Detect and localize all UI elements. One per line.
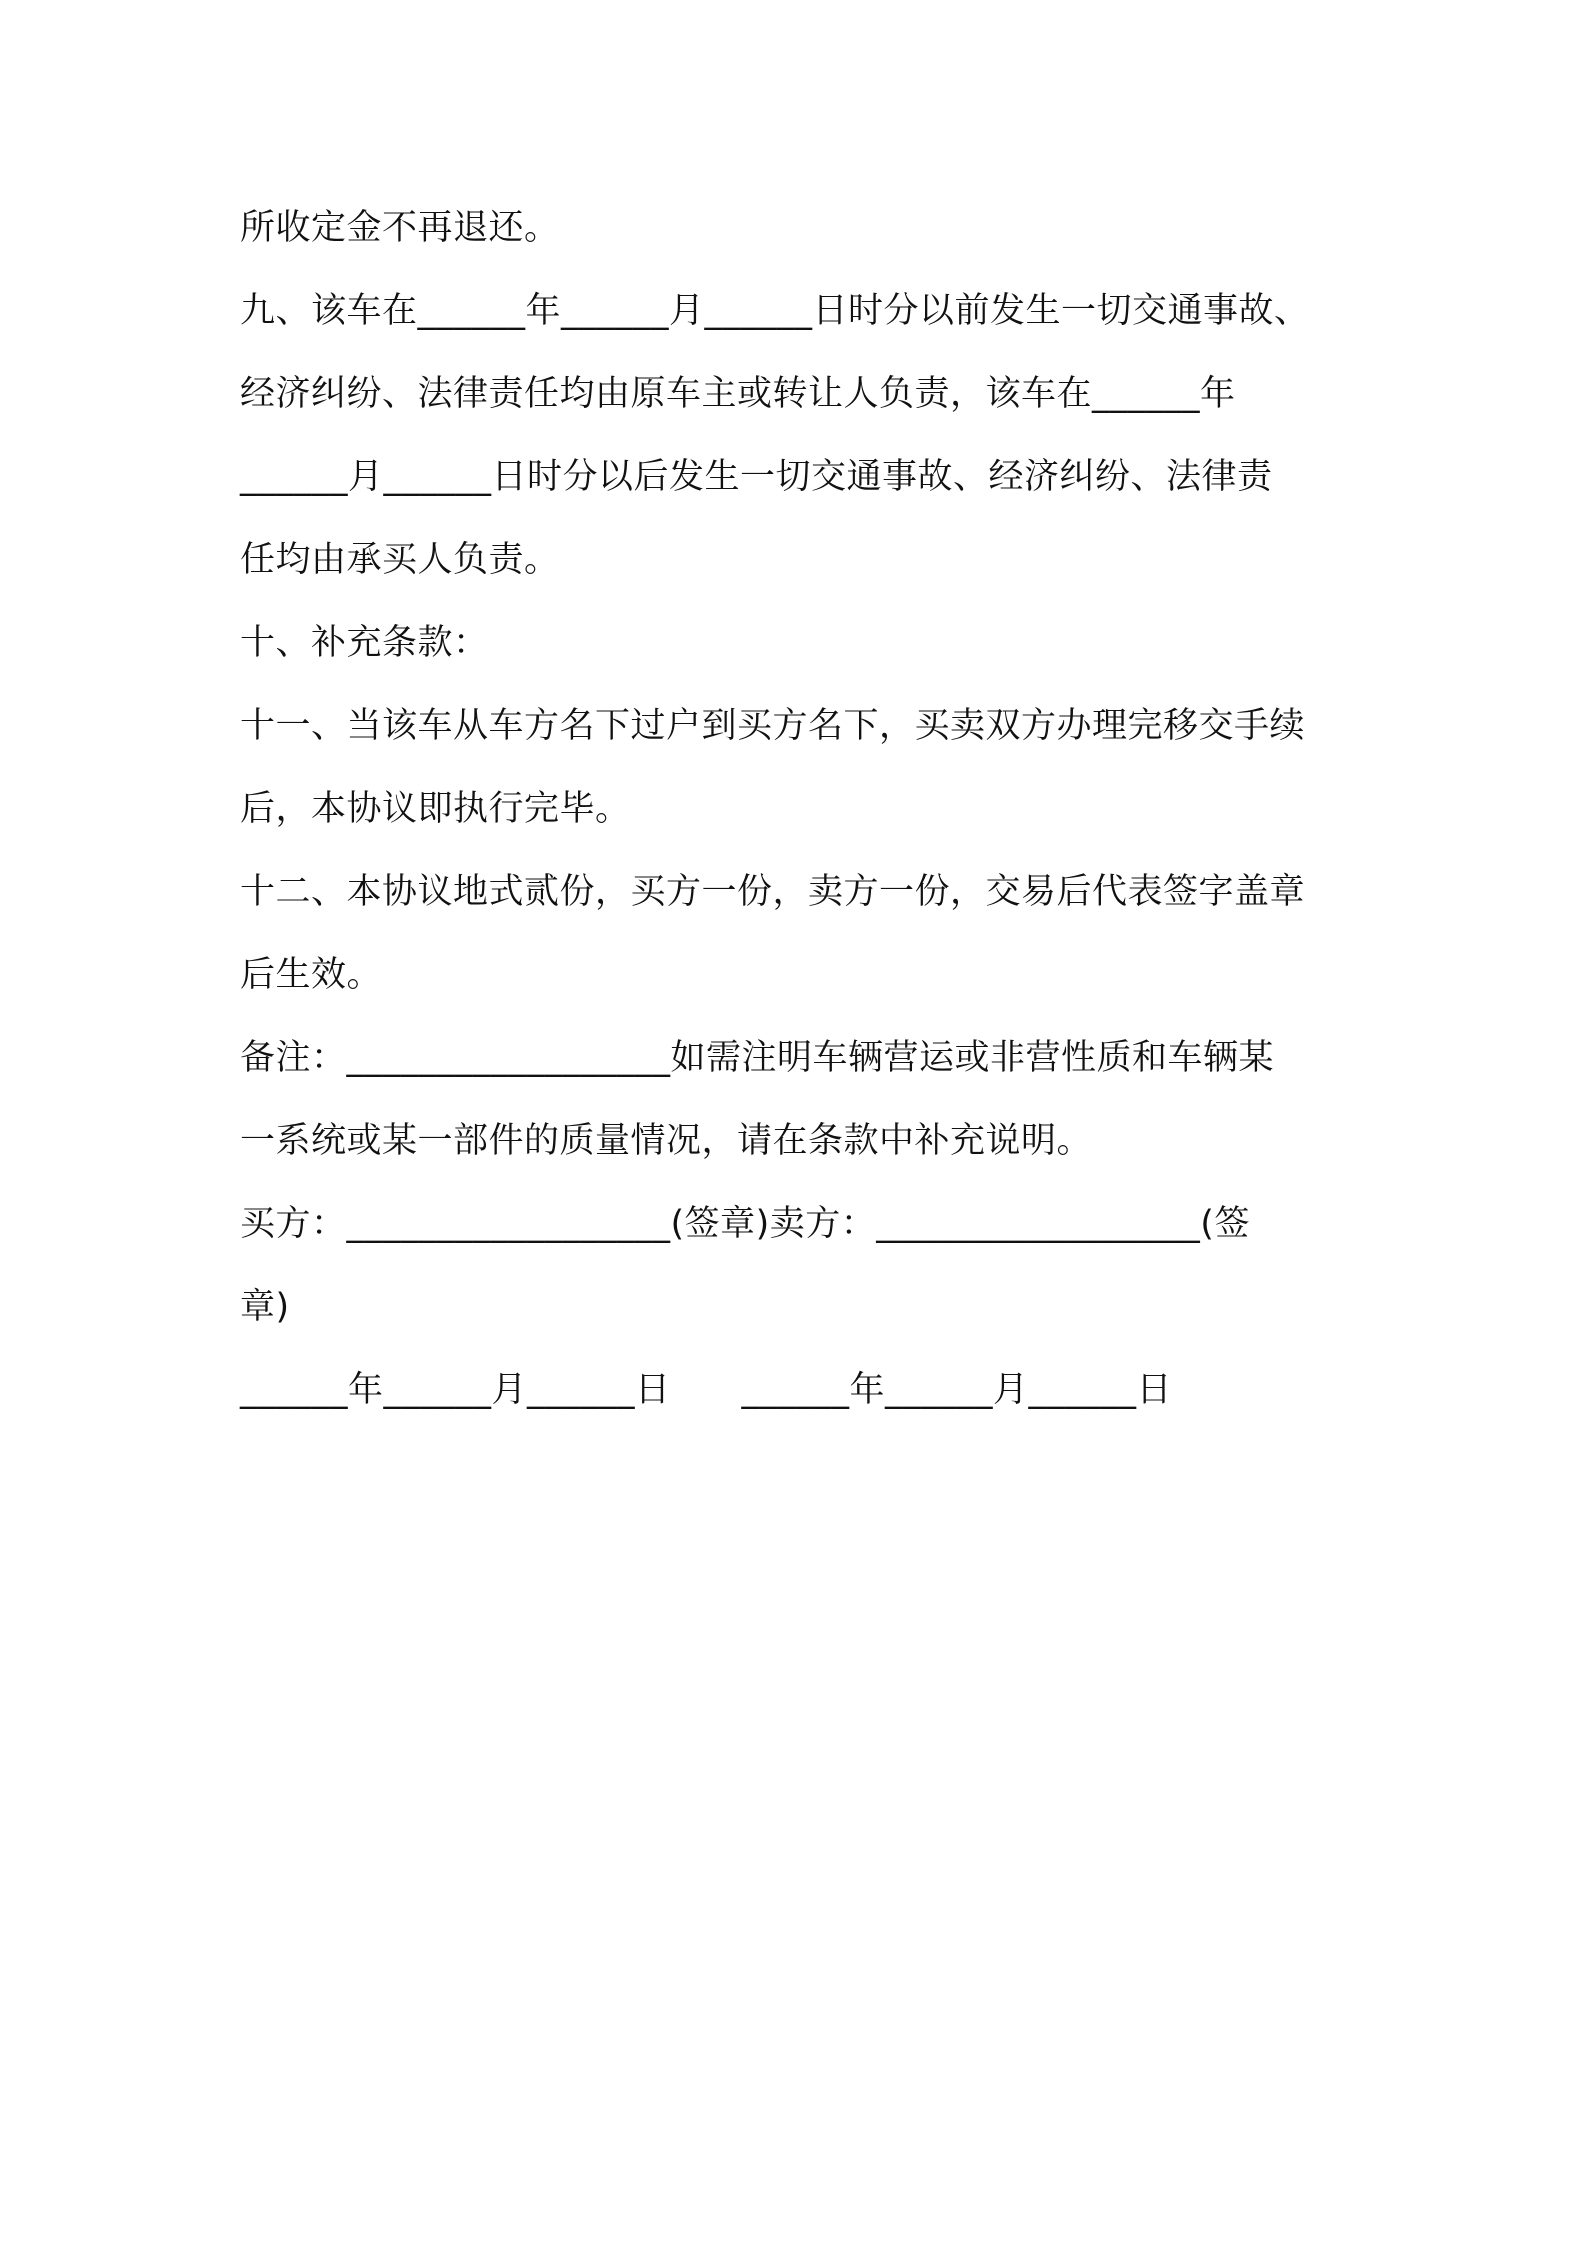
clause-9-line-3: ______月______日时分以后发生一切交通事故、经济纠纷、法律责 (240, 457, 1273, 497)
clause-11-line-1: 十一、当该车从车方名下过户到买方名下，买卖双方办理完移交手续 (240, 706, 1306, 746)
signature-line-2: 章) (240, 1287, 290, 1327)
date-line: ______年______月______日 ______年______月______日 (240, 1370, 1173, 1410)
text-line-deposit-note: 所收定金不再退还。 (240, 208, 560, 248)
clause-11-line-2: 后，本协议即执行完毕。 (240, 789, 631, 829)
clause-9-line-4: 任均由承买人负责。 (240, 540, 560, 580)
clause-12-line-1: 十二、本协议地式贰份，买方一份，卖方一份，交易后代表签字盖章 (240, 872, 1306, 912)
remarks-line-1: 备注：__________________如需注明车辆营运或非营性质和车辆某 (240, 1038, 1275, 1078)
signature-line-1: 买方：__________________(签章)卖方：__________________(签 (240, 1204, 1250, 1244)
clause-10-supplementary: 十、补充条款： (240, 623, 489, 663)
clause-9-line-2: 经济纠纷、法律责任均由原车主或转让人负责，该车在______年 (240, 374, 1236, 414)
clause-9-line-1: 九、该车在______年______月______日时分以前发生一切交通事故、 (240, 291, 1310, 331)
clause-12-line-2: 后生效。 (240, 955, 383, 995)
remarks-line-2: 一系统或某一部件的质量情况，请在条款中补充说明。 (240, 1121, 1093, 1161)
